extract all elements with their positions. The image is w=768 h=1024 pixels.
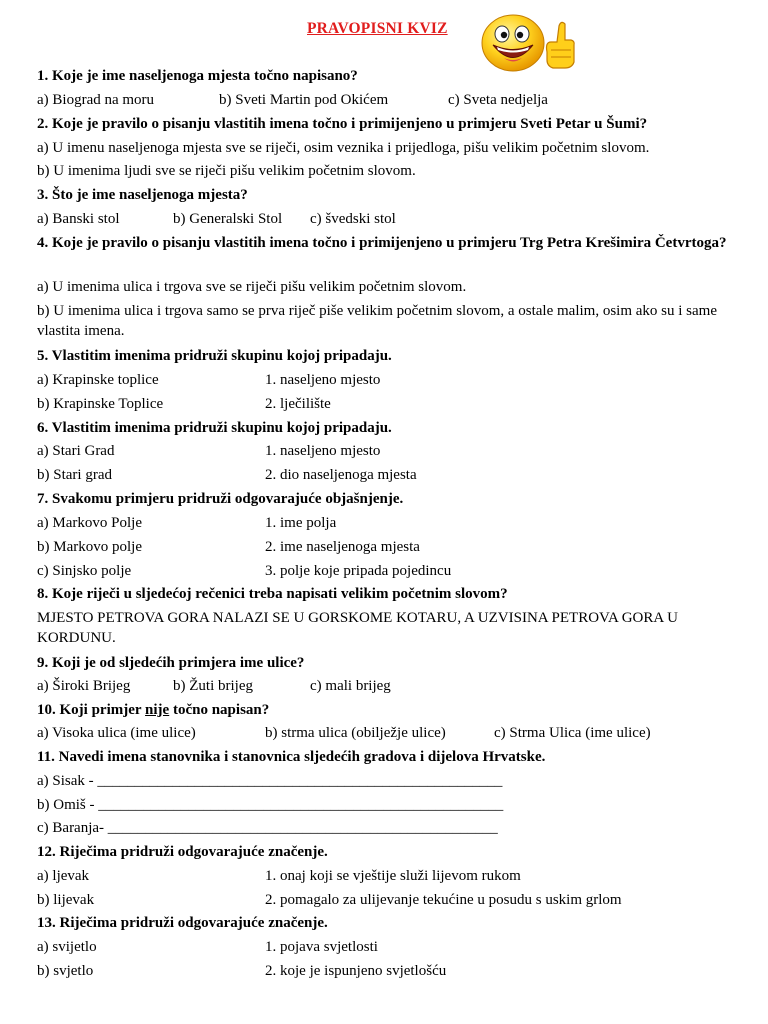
match-right: 2. lječilište: [265, 396, 331, 412]
match-right: 2. dio naseljenoga mjesta: [265, 467, 417, 483]
question-10-start: 10. Koji primjer: [37, 702, 146, 718]
question-11: 11. Navedi imena stanovnika i stanovnica sljedećih gradova i dijelova Hrvatske.: [37, 749, 546, 765]
sentence-8: MJESTO PETROVA GORA NALAZI SE U GORSKOME KOTARU, A UZVISINA PETROVA GORA U KORDUNU.: [37, 610, 678, 646]
answer-11c: c) Baranja- ____________________________________________________: [37, 820, 498, 836]
match-left: b) Krapinske Toplice: [37, 396, 164, 412]
answer-3a: a) Banski stol: [37, 211, 120, 227]
question-4: 4. Koje je pravilo o pisanju vlastitih imena točno i primijenjeno u primjeru Trg Petra Krešimira Četvrtoga?: [37, 235, 727, 251]
match-left: a) svijetlo: [37, 939, 97, 955]
answer-9c: c) mali brijeg: [310, 678, 391, 694]
answer-3c: c) švedski stol: [310, 211, 396, 227]
question-13: 13. Riječima pridruži odgovarajuće značenje.: [37, 915, 328, 931]
answer-10b: b) strma ulica (obilježje ulice): [265, 725, 446, 741]
thumbs-up-smiley-icon: [479, 12, 583, 74]
title-row: [37, 18, 737, 70]
match-left: a) Stari Grad: [37, 443, 115, 459]
question-2: 2. Koje je pravilo o pisanju vlastitih imena točno i primijenjeno u primjeru Sveti Petar u Šumi?: [37, 116, 648, 132]
match-left: a) ljevak: [37, 868, 90, 884]
question-12: 12. Riječima pridruži odgovarajuće značenje.: [37, 844, 328, 860]
match-right: 2. koje je ispunjeno svjetlošću: [265, 963, 447, 979]
question-7: 7. Svakomu primjeru pridruži odgovarajuće objašnjenje.: [37, 491, 404, 507]
answer-10a: a) Visoka ulica (ime ulice): [37, 725, 196, 741]
answer-1c: c) Sveta nedjelja: [448, 92, 548, 108]
answer-1a: a) Biograd na moru: [37, 92, 155, 108]
question-6: 6. Vlastitim imenima pridruži skupinu kojoj pripadaju.: [37, 420, 392, 436]
question-3: 3. Što je ime naseljenoga mjesta?: [37, 187, 248, 203]
answer-11b: b) Omiš - ______________________________________________________: [37, 797, 504, 813]
match-right: 3. polje koje pripada pojedincu: [265, 563, 452, 579]
match-right: 1. pojava svjetlosti: [265, 939, 378, 955]
match-left: c) Sinjsko polje: [37, 563, 132, 579]
match-left: b) Stari grad: [37, 467, 112, 483]
answer-9a: a) Široki Brijeg: [37, 678, 131, 694]
match-right: 1. naseljeno mjesto: [265, 372, 381, 388]
question-10-underlined: nije: [145, 702, 170, 718]
match-left: b) Markovo polje: [37, 539, 142, 555]
match-left: b) lijevak: [37, 892, 95, 908]
answer-2b: b) U imenima ljudi sve se riječi pišu velikim početnim slovom.: [37, 163, 416, 179]
match-right: 1. onaj koji se vještije služi lijevom rukom: [265, 868, 521, 884]
answer-1b: b) Sveti Martin pod Okićem: [219, 92, 389, 108]
question-9: 9. Koji je od sljedećih primjera ime ulice?: [37, 655, 305, 671]
match-left: a) Markovo Polje: [37, 515, 142, 531]
question-5: 5. Vlastitim imenima pridruži skupinu kojoj pripadaju.: [37, 348, 392, 364]
answer-11a: a) Sisak - ______________________________________________________: [37, 773, 503, 789]
answer-4b: b) U imenima ulica i trgova samo se prva riječ piše velikim početnim slovom, a ostale malim, osim ako su i same vlastita imena.: [37, 303, 717, 339]
match-left: a) Krapinske toplice: [37, 372, 159, 388]
answer-3b: b) Generalski Stol: [173, 211, 283, 227]
answer-10c: c) Strma Ulica (ime ulice): [494, 725, 651, 741]
answer-2a: a) U imenu naseljenoga mjesta sve se riječi, osim veznika i prijedloga, pišu velikim početnim slovom.: [37, 140, 650, 156]
match-right: 1. naseljeno mjesto: [265, 443, 381, 459]
question-10-end: točno napisan?: [169, 702, 270, 718]
answer-4a: a) U imenima ulica i trgova sve se riječi pišu velikim početnim slovom.: [37, 279, 467, 295]
match-right: 2. ime naseljenoga mjesta: [265, 539, 420, 555]
question-10: [37, 700, 269, 720]
question-1: 1. Koje je ime naseljenoga mjesta točno napisano?: [37, 68, 358, 84]
answer-9b: b) Žuti brijeg: [173, 678, 253, 694]
question-8: 8. Koje riječi u sljedećoj rečenici treba napisati velikim početnim slovom?: [37, 586, 508, 602]
match-right: 2. pomagalo za ulijevanje tekućine u posudu s uskim grlom: [265, 892, 622, 908]
page-title: PRAVOPISNI KVIZ: [307, 20, 448, 37]
match-right: 1. ime polja: [265, 515, 337, 531]
match-left: b) svjetlo: [37, 963, 94, 979]
